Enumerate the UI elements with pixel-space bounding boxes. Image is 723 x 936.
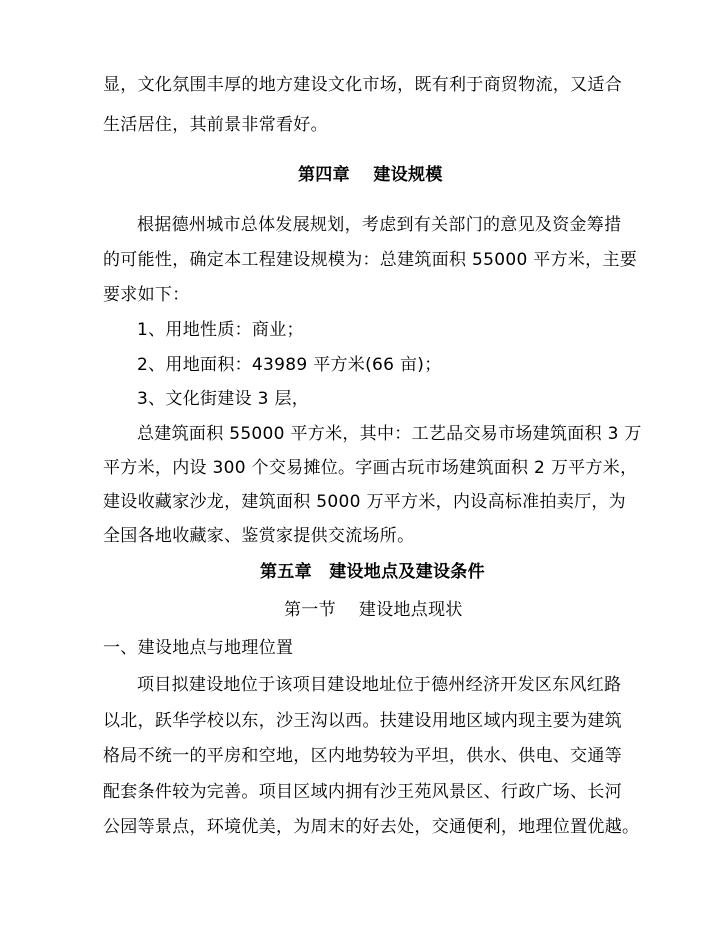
- chapter5-section-title: 第一节 建设地点现状: [284, 600, 463, 620]
- chapter4-detail-line-3: 建设收藏家沙龙，建筑面积 5000 万平方米，内设高标准拍卖厅，为: [103, 492, 626, 512]
- chapter4-item-3: 3、文化街建设 3 层，: [137, 389, 310, 409]
- chapter5-paragraph-line-2: 以北，跃华学校以东，沙王沟以西。扶建设用地区域内现主要为建筑: [103, 711, 622, 731]
- chapter5-paragraph-line-4: 配套条件较为完善。项目区域内拥有沙王苑风景区、行政广场、长河: [103, 782, 622, 802]
- chapter4-detail-line-4: 全国各地收藏家、鉴赏家提供交流场所。: [103, 526, 415, 546]
- chapter4-paragraph-line-1: 根据德州城市总体发展规划，考虑到有关部门的意见及资金筹措: [137, 215, 622, 235]
- intro-paragraph-line-2: 生活居住，其前景非常看好。: [103, 115, 328, 135]
- chapter5-subsection-title: 一、建设地点与地理位置: [103, 638, 294, 658]
- chapter5-paragraph-line-3: 格局不统一的平房和空地，区内地势较为平坦，供水、供电、交通等: [103, 746, 622, 766]
- chapter4-detail-line-2: 平方米，内设 300 个交易摊位。字画古玩市场建筑面积 2 万平方米，: [103, 458, 638, 478]
- chapter4-paragraph-line-2: 的可能性，确定本工程建设规模为：总建筑面积 55000 平方米，主要: [103, 250, 638, 270]
- chapter4-detail-line-1: 总建筑面积 55000 平方米，其中：工艺品交易市场建筑面积 3 万: [137, 424, 642, 444]
- chapter4-item-1: 1、用地性质：商业；: [137, 320, 304, 340]
- chapter4-item-2: 2、用地面积：43989 平方米(66 亩)；: [137, 355, 442, 375]
- chapter4-paragraph-line-3: 要求如下：: [103, 285, 190, 305]
- chapter5-paragraph-line-5: 公园等景点，环境优美，为周末的好去处，交通便利，地理位置优越。: [103, 817, 640, 837]
- intro-paragraph-line-1: 显，文化氛围丰厚的地方建设文化市场，既有利于商贸物流，又适合: [103, 75, 622, 95]
- chapter4-title: 第四章 建设规模: [298, 165, 443, 185]
- chapter5-paragraph-line-1: 项目拟建设地位于该项目建设地址位于德州经济开发区东风红路: [137, 675, 622, 695]
- chapter5-title: 第五章 建设地点及建设条件: [260, 562, 485, 582]
